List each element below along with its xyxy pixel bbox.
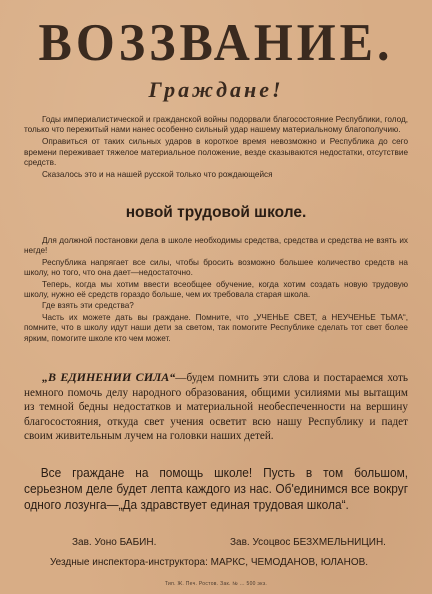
body-paragraph: Для должной постановки дела в школе необходимы средства, средства и средства не взять их негде! [24, 236, 408, 256]
body-paragraph: Республика напрягает все силы, чтобы бросить возможно большее количество средств на школу, но того, что она дает—недостаточно. [24, 257, 408, 278]
signature-left: Зав. Уоно БАБИН. [72, 537, 157, 548]
intro-paragraph: Сказалось это и на нашей русской только что рождающейся [42, 170, 273, 180]
slogan-text: —будем помнить эти слова и постараемся хоть немного помочь делу народного образования, общими усилиями мы вытащим из темной бедны недостатков и материальной необеспеченности на вершину благосостояния, откуда свет учения осветит всю нашу Республику и падет своим живительным лучем на головки наших детей. [24, 372, 408, 443]
appeal-paragraph: Все граждане на помощь школе! Пусть в том большом, серьезном деле будет лепта каждого из нас. Об'единимся все вокруг одного лозунга—„Да здравствует единая трудовая школа“. [24, 465, 409, 512]
slogan-paragraph [24, 370, 408, 444]
body-paragraph: Часть их можете дать вы граждане. Помните, что „УЧЕНЬЕ СВЕТ, а НЕУЧЕНЬЕ ТЬМА“, помните, что в школу идут наши дети за светом, так помогите Республике сделать тот свет более ярким, помогите школе кто чем может. [24, 312, 408, 343]
intro-section [24, 115, 408, 182]
signature-right: Зав. Усоцвос БЕЗХМЕЛЬНИЦИН. [230, 537, 386, 548]
body-paragraph: Теперь, когда мы хотим ввести всеобщее обучение, когда хотим создать новую трудовую школу, нужно её средств гораздо больше, чем их требовала старая школа. [24, 279, 408, 300]
poster-title: ВОЗЗВАНИЕ. [38, 12, 394, 72]
school-heading: новой трудовой школе. [125, 204, 307, 221]
signature-row [72, 537, 402, 549]
printer-imprint: Тип. Ж. Печ. Ростов. Зак. № ... 500 экз. [164, 581, 268, 587]
body-section [24, 236, 408, 345]
intro-paragraph: Годы империалистической и гражданской войны подорвали благосостояние Республики, голод, только что пережитый нами нанес особенно сильный удар нашему материальному благополучию. [24, 115, 408, 135]
body-paragraph: Где взять эти средства? [42, 301, 134, 311]
slogan-quote: „В ЕДИНЕНИИ СИЛА“ [42, 370, 176, 384]
poster-subtitle: Граждане! [148, 77, 284, 102]
inspectors-line: Уездные инспектора-инструктора: МАРКС, ЧЕМОДАНОВ, ЮЛАНОВ. [50, 557, 369, 568]
intro-paragraph: Оправиться от таких сильных ударов в короткое время невозможно и Республика до сего времени переживает тяжелое материальное положение, везде сказываются недостатки, отсутствие средств. [24, 137, 408, 168]
